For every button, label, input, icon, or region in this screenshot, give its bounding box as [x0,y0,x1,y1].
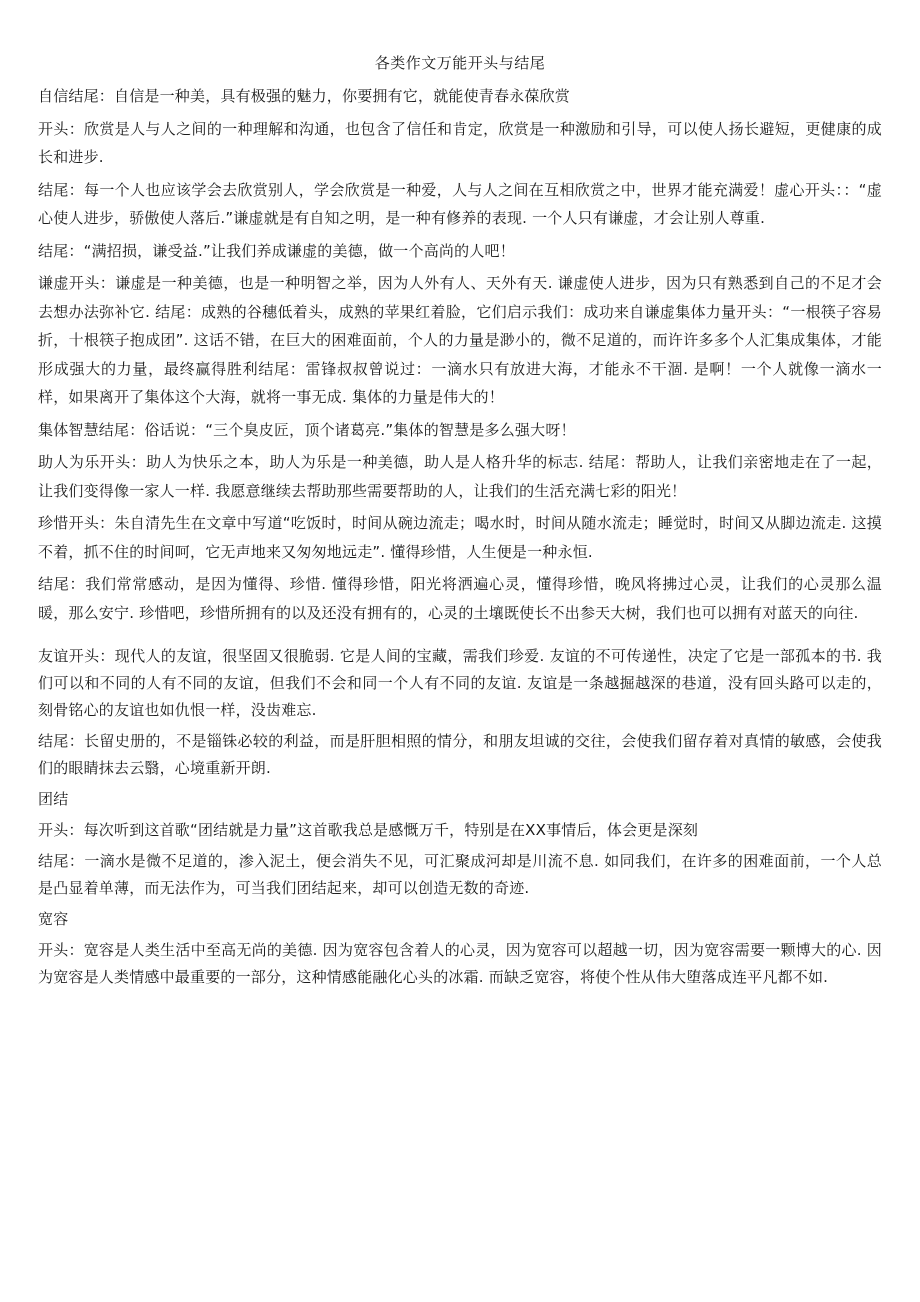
paragraph-modesty-ending: 结尾：“满招损，谦受益.”让我们养成谦虚的美德，做一个高尚的人吧！ [38,241,515,260]
paragraph-unity-ending: 结尾：一滴水是微不足道的，渗入泥土，便会消失不见，可汇聚成河却是川流不息. 如同我们，在许多的困难面前，一个人总是凸显着单薄，而无法作为，可当我们团结起来，却可以创造无数的奇迹. [38,852,882,897]
paragraph-cherish-opening: 珍惜开头：朱自清先生在文章中写道“吃饭时，时间从碗边流走；喝水时，时间从随水流走；睡觉时，时间又从脚边流走. 这摸不着，抓不住的时间呵，它无声地来又匆匆地远走”. 懂得珍惜，人生便是一种永恒. [38,514,882,561]
section-gap [38,631,882,643]
document-title: 各类作文万能开头与结尾 [374,54,546,72]
paragraph-friendship-ending: 结尾：长留史册的，不是锱铢必较的利益，而是肝胆相照的情分，和朋友坦诚的交往，会使我们留存着对真情的敏感，会使我们的眼睛抹去云翳，心境重新开朗. [38,732,882,777]
document-page [38,50,882,995]
paragraph-collective-wisdom-ending: 集体智慧结尾：俗话说：“三个臭皮匠，顶个诸葛亮.”集体的智慧是多么强大呀！ [38,420,576,439]
paragraph-tolerance-opening: 开头：宽容是人类生活中至高无尚的美德. 因为宽容包含着人的心灵，因为宽容可以超越一切，因为宽容需要一颗博大的心. 因为宽容是人类情感中最重要的一部分，这种情感能融化心头的冰霜. 而缺乏宽容，将使个性从伟大堕落成连平凡都不如. [38,941,882,986]
paragraph-appreciation-ending: 结尾：每一个人也应该学会去欣赏别人，学会欣赏是一种爱，人与人之间在互相欣赏之中，世界才能充满爱！虚心开头：：“虚心使人进步，骄傲使人落后.”谦虚就是有自知之明，是一种有修养的表现. 一个人只有谦虚，才会让别人尊重. [38,180,882,227]
paragraph-appreciation-opening: 开头：欣赏是人与人之间的一种理解和沟通，也包含了信任和肯定，欣赏是一种激励和引导，可以使人扬长避短，更健康的成长和进步. [38,119,882,166]
section-heading-unity: 团结 [38,790,69,808]
paragraph-cherish-ending: 结尾：我们常常感动，是因为懂得、珍惜. 懂得珍惜，阳光将洒遍心灵，懂得珍惜，晚风将拂过心灵，让我们的心灵那么温暖，那么安宁. 珍惜吧，珍惜所拥有的以及还没有拥有的，心灵的土壤既使长不出参天大树，我们也可以拥有对蓝天的向往. [38,575,882,622]
paragraph-modesty-opening: 谦虚开头：谦虚是一种美德，也是一种明智之举，因为人外有人、天外有天. 谦虚使人进步，因为只有熟悉到自己的不足才会去想办法弥补它. 结尾：成熟的谷穗低着头，成熟的苹果红着脸，它们启示我们：成功来自谦虚集体力量开头：“一根筷子容易折，十根筷子抱成团”. 这话不错，在巨大的困难面前，个人的力量是渺小的，微不足道的，而许许多多个人汇集成集体，才能形成强大的力量，最终赢得胜利结尾：雷锋叔叔曾说过：一滴水只有放进大海，才能永不干涸. 是啊！一个人就像一滴水一样，如果离开了集体这个大海，就将一事无成. 集体的力量是伟大的！ [38,274,882,406]
paragraph-helping-others: 助人为乐开头：助人为快乐之本，助人为乐是一种美德，助人是人格升华的标志. 结尾：帮助人，让我们亲密地走在了一起，让我们变得像一家人一样. 我愿意继续去帮助那些需要帮助的人，让我们的生活充满七彩的阳光！ [38,453,882,500]
paragraph-confidence-ending: 自信结尾：自信是一种美，具有极强的魅力，你要拥有它，就能使青春永葆欣赏 [38,87,571,105]
paragraph-friendship-opening: 友谊开头：现代人的友谊，很坚固又很脆弱. 它是人间的宝藏，需我们珍爱. 友谊的不可传递性，决定了它是一部孤本的书. 我们可以和不同的人有不同的友谊，但我们不会和同一个人有不同的友谊. 友谊是一条越掘越深的巷道，没有回头路可以走的，刻骨铭心的友谊也如仇恨一样，没齿难忘. [38,647,882,719]
paragraph-unity-opening: 开头：每次听到这首歌“团结就是力量”这首歌我总是感慨万千，特别是在XX事情后，体会更是深刻 [38,821,699,839]
section-heading-tolerance: 宽容 [38,910,69,928]
